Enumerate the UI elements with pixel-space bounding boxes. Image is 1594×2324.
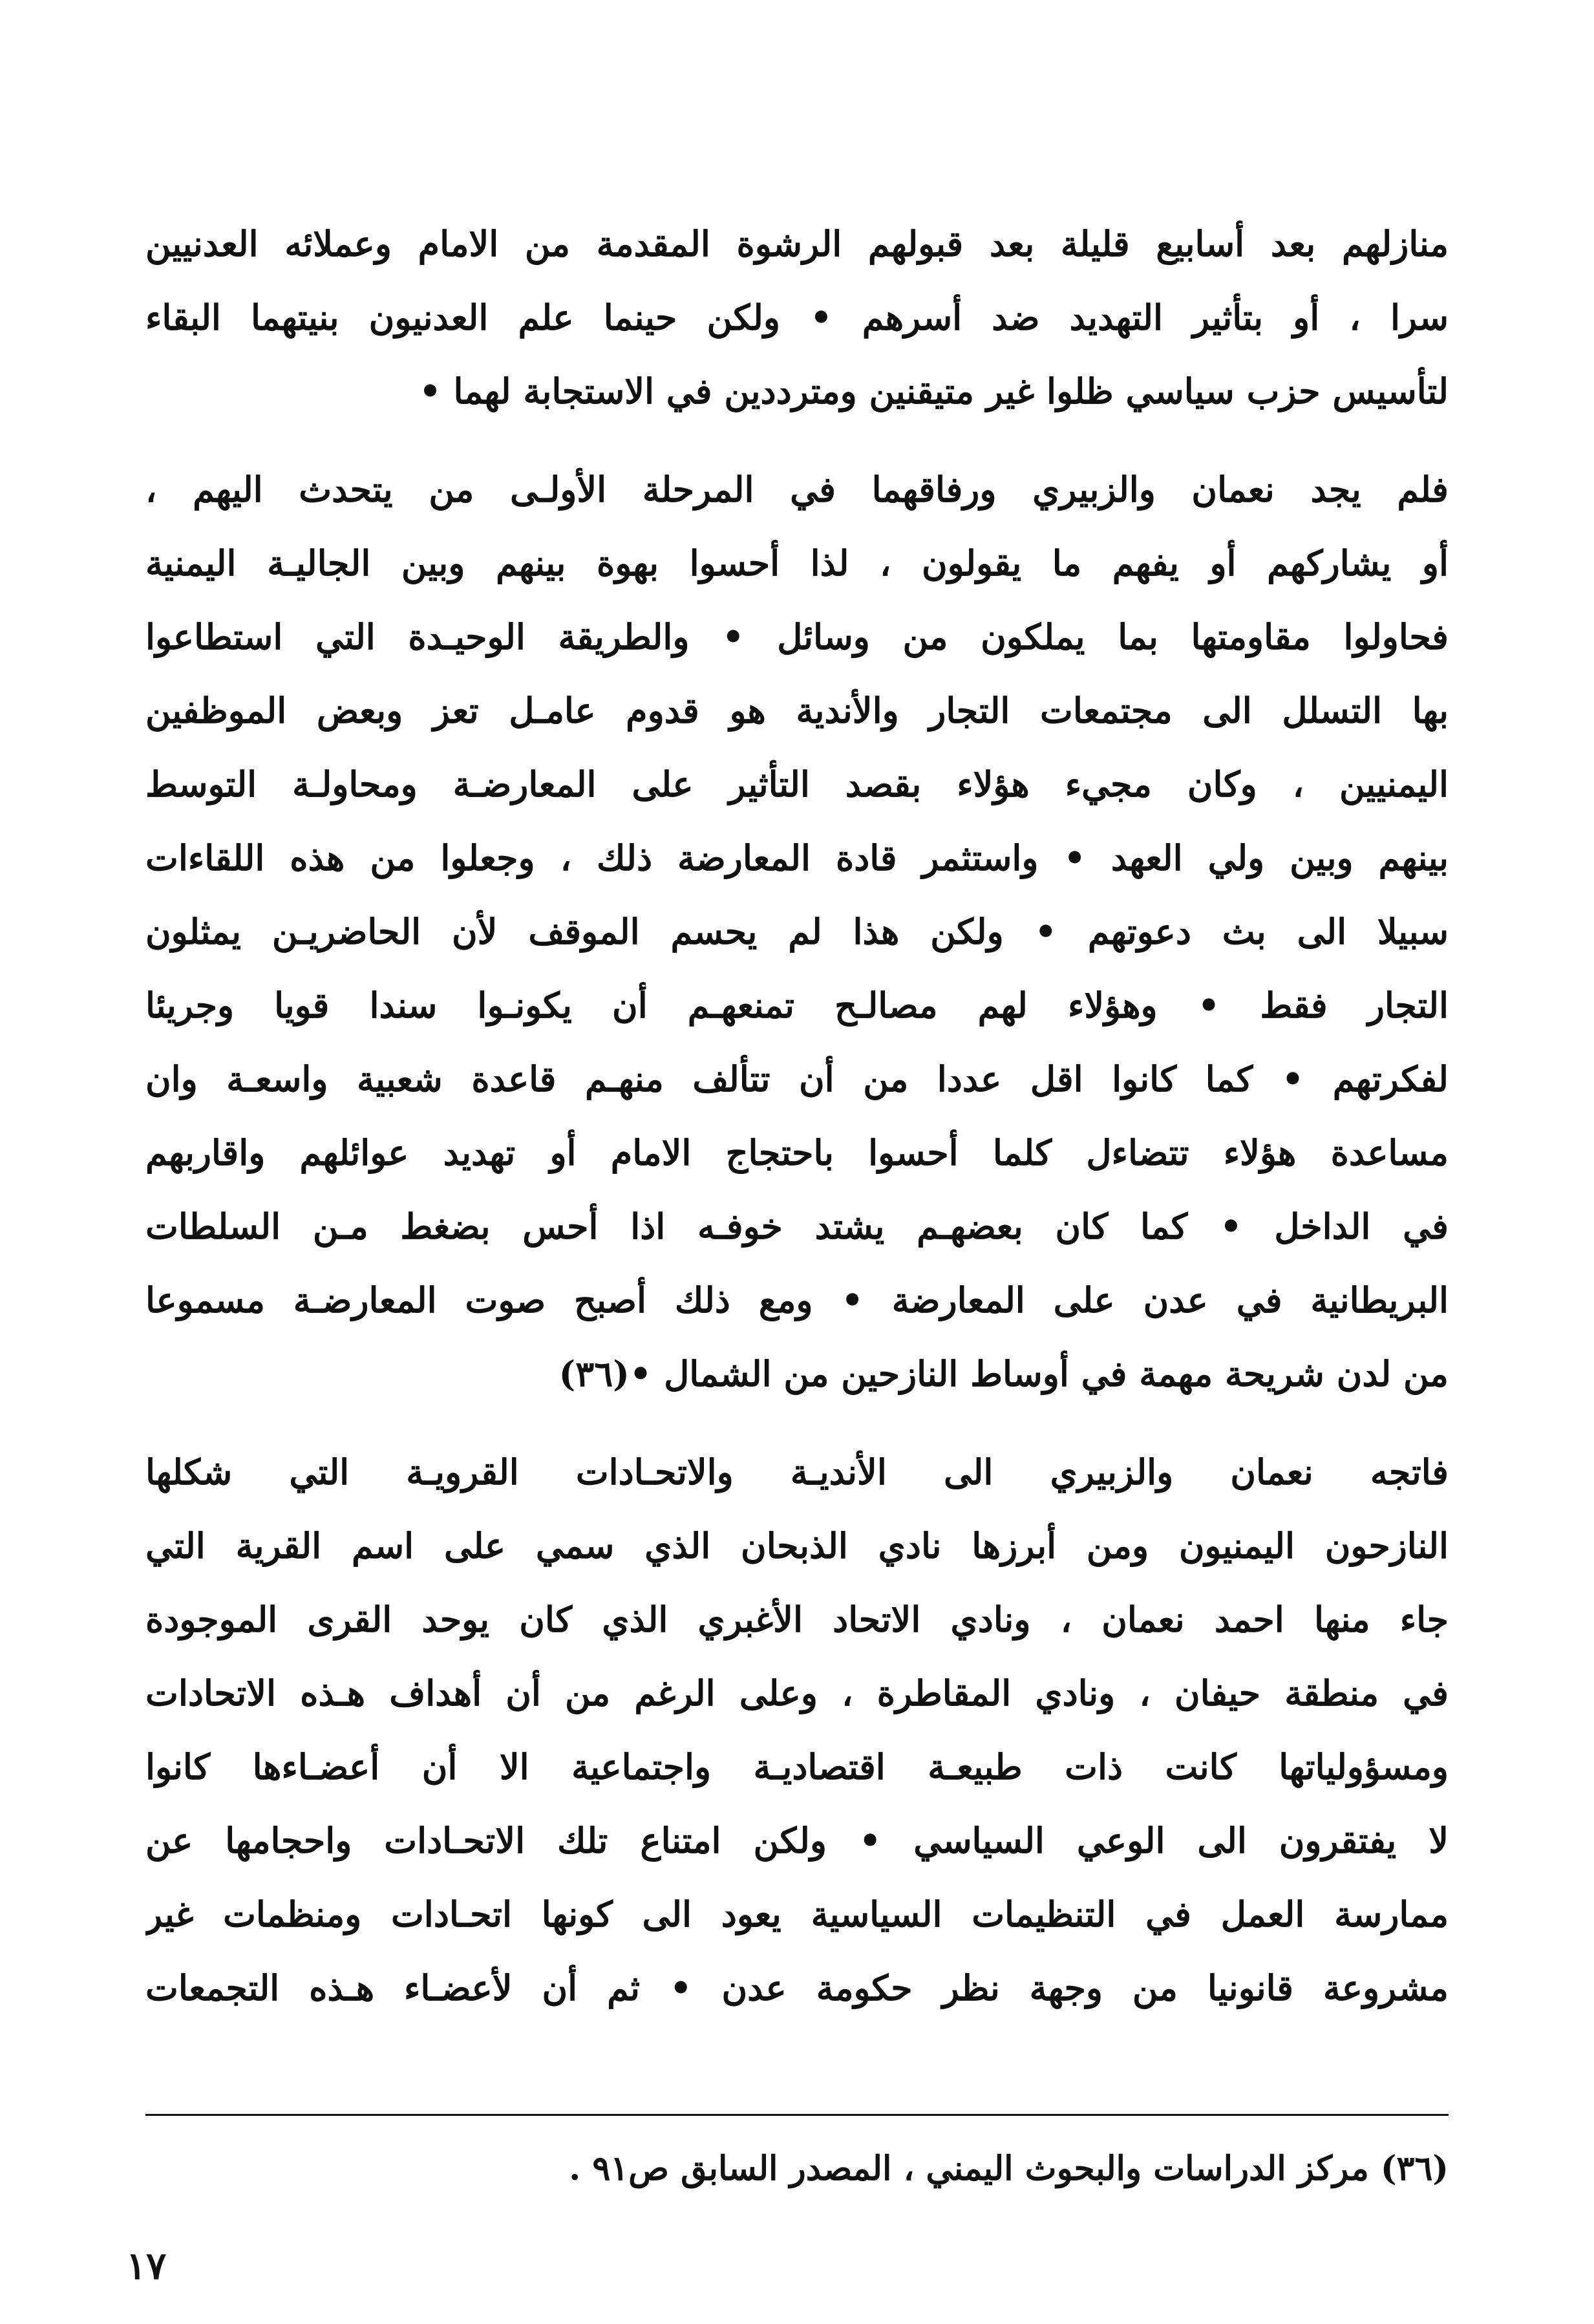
text-line: فحاولوا مقاومتها بما يملكون من وسائل • والطريقة الوحيـدة التي استطاعوا [145, 616, 1449, 657]
text-line: سبيلا الى بث دعوتهم • ولكن هذا لم يحسم الموقف لأن الحاضريـن يمثلون [145, 911, 1449, 952]
text-line: البريطانية في عدن على المعارضة • ومع ذلك أصبح صوت المعارضـة مسموعا [145, 1279, 1449, 1321]
paragraph-2 [145, 453, 1449, 1411]
text-line: التجار فقط • وهؤلاء لهم مصالـح تمنعهـم أن يكونـوا سندا قويا وجريئا [145, 985, 1449, 1026]
paragraph-spacer [145, 1411, 1449, 1435]
paragraph-1 [145, 207, 1449, 428]
text-line: جاء منها احمد نعمان ، ونادي الاتحاد الأغبري الذي كان يوحد القرى الموجودة [145, 1599, 1449, 1640]
footnote-divider [145, 2114, 1449, 2116]
text-line: اليمنيين ، وكان مجيء هؤلاء بقصد التأثير على المعارضـة ومحاولـة التوسط [145, 763, 1449, 805]
text-line: بينهم وبين ولي العهد • واستثمر قادة المعارضة ذلك ، وجعلوا من هذه اللقاءات [145, 837, 1449, 879]
text-line: من لدن شريحة مهمة في أوساط النازحين من الشمال •(٣٦) [558, 1353, 1449, 1394]
text-line: بها التسلل الى مجتمعات التجار والأندية هو قدوم عامـل تعز وبعض الموظفين [145, 690, 1449, 731]
text-line: فلم يجد نعمان والزبيري ورفاقهما في المرحلة الأولـى من يتحدث اليهم ، [145, 469, 1449, 510]
text-line: في منطقة حيفان ، ونادي المقاطرة ، وعلى الرغم من أن أهداف هـذه الاتحادات [145, 1672, 1449, 1714]
text-line: ومسؤولياتها كانت ذات طبيعـة اقتصاديـة واجتماعية الا أن أعضـاءها كانوا [145, 1746, 1449, 1787]
text-line: مشروعة قانونيا من وجهة نظر حكومة عدن • ثم أن لأعضـاء هـذه التجمعات [145, 1967, 1449, 2009]
text-line: منازلهم بعد أسابيع قليلة بعد قبولهم الرشوة المقدمة من الامام وعملائه العدنيين [145, 223, 1449, 264]
text-line: أو يشاركهم أو يفهم ما يقولون ، لذا أحسوا بهوة بينهم وبين الجاليـة اليمنية [145, 542, 1449, 584]
text-line: مساعدة هؤلاء تتضاءل كلما أحسوا باحتجاج الامام أو تهديد عوائلهم واقاربهم [145, 1132, 1449, 1173]
footnote: (٣٦) مركز الدراسات والبحوث اليمني ، المصدر السابق ص٩١ . [569, 2149, 1449, 2188]
text-line: لتأسيس حزب سياسي ظلوا غير متيقنين ومترددين في الاستجابة لهما • [419, 370, 1449, 412]
text-line: لفكرتهم • كما كانوا اقل عددا من أن تتألف منهـم قاعدة شعبية واسعـة وان [145, 1058, 1449, 1100]
text-line: فاتجه نعمان والزبيري الى الأنديـة والاتحـادات القرويـة التي شكلها [145, 1451, 1449, 1493]
text-line: سرا ، أو بتأثير التهديد ضد أسرهم • ولكن حينما علم العدنيون بنيتهما البقاء [145, 297, 1449, 338]
main-text [145, 207, 1449, 2025]
text-line: النازحون اليمنيون ومن أبرزها نادي الذبحان الذي سمي على اسم القرية التي [145, 1525, 1449, 1566]
text-line: ممارسة العمل في التنظيمات السياسية يعود الى كونها اتحـادات ومنظمات غير [145, 1893, 1449, 1935]
paragraph-spacer [145, 428, 1449, 453]
paragraph-3 [145, 1435, 1449, 2025]
text-line: لا يفتقرون الى الوعي السياسي • ولكن امتناع تلك الاتحـادات واحجامها عن [145, 1820, 1449, 1861]
page-number: ١٧ [126, 2244, 167, 2288]
text-line: في الداخل • كما كان بعضهـم يشتد خوفـه اذا أحس بضغط مـن السلطات [145, 1206, 1449, 1247]
